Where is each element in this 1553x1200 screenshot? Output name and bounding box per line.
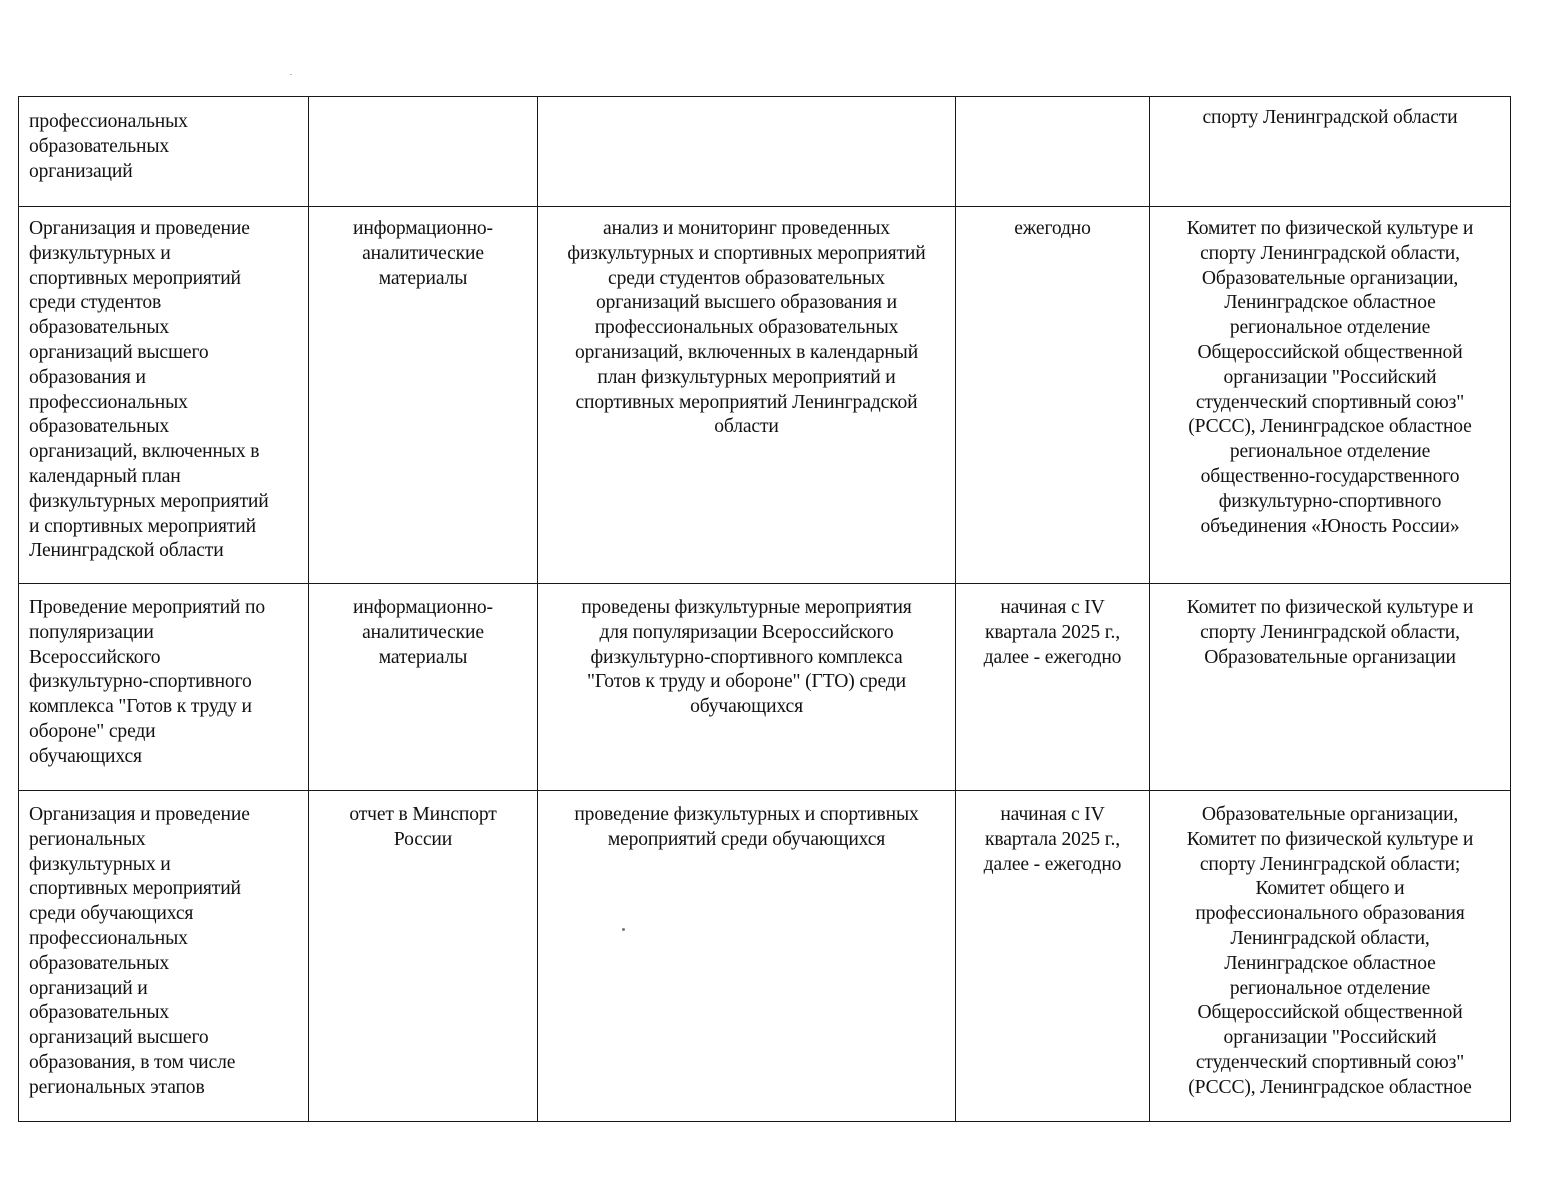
responsible-text: Образовательные организации, Комитет по физической культуре и спорту Ленинградской области; Комитет общего и профессионального образования Ленинградской области, Ленинградское областное региональное отделение Общероссийской общественной организации "Российский студенческий спортивный союз" (РССС), Ленинградское областное — [1186, 804, 1474, 1098]
deadline-cell — [956, 791, 1150, 1122]
measure-text: Организация и проведение региональных физкультурных и спортивных мероприятий среди обучающихся профессиональных образовательных организаций и образовательных организаций высшего образования, в том числе региональных этапов — [29, 804, 250, 1098]
responsible-cell — [1150, 97, 1511, 207]
result-type-cell — [309, 97, 538, 207]
measure-text: Организация и проведение физкультурных и спортивных мероприятий среди студентов образовательных организаций высшего образования и профессиональных образовательных организаций, включенных в календарный план физкультурных мероприятий и спортивных мероприятий Ленинградской области — [29, 218, 269, 562]
table-row — [19, 791, 1511, 1122]
measure-cell — [19, 97, 309, 207]
responsible-text: Комитет по физической культуре и спорту Ленинградской области, Образовательные организации, Ленинградское областное региональное отделение Общероссийской общественной организации "Российский студенческий спортивный союз" (РССС), Ленинградское областное региональное отделение общественно-государственного физкультурно-спортивного объединения «Юность России» — [1186, 218, 1474, 537]
result-type-cell — [309, 207, 538, 584]
deadline-text: ежегодно — [1014, 218, 1091, 239]
deadline-cell — [956, 207, 1150, 584]
measure-cell — [19, 791, 309, 1122]
indicator-cell — [538, 584, 956, 791]
scan-speck — [622, 928, 625, 931]
indicator-cell — [538, 207, 956, 584]
deadline-cell — [956, 97, 1150, 207]
plan-table — [18, 96, 1511, 1122]
measure-cell — [19, 207, 309, 584]
result-type-text: информационно- аналитические материалы — [353, 218, 493, 289]
responsible-cell — [1150, 791, 1511, 1122]
result-type-text: отчет в Минспорт России — [349, 804, 497, 850]
responsible-text: спорту Ленинградской области — [1202, 107, 1458, 128]
indicator-cell — [538, 97, 956, 207]
responsible-cell — [1150, 207, 1511, 584]
indicator-cell — [538, 791, 956, 1122]
deadline-text: начиная с IV квартала 2025 г., далее - ежегодно — [983, 804, 1122, 875]
result-type-cell — [309, 791, 538, 1122]
table-row — [19, 584, 1511, 791]
responsible-cell — [1150, 584, 1511, 791]
measure-text: профессиональных образовательных организаций — [29, 111, 188, 182]
indicator-text: проведены физкультурные мероприятия для популяризации Всероссийского физкультурно-спортивного комплекса "Готов к труду и обороне" (ГТО) среди обучающихся — [581, 597, 912, 718]
table-row — [19, 207, 1511, 584]
measure-text: Проведение мероприятий по популяризации Всероссийского физкультурно-спортивного комплекса "Готов к труду и обороне" среди обучающихся — [29, 597, 265, 767]
deadline-cell — [956, 584, 1150, 791]
scan-mark — [290, 74, 292, 75]
indicator-text: проведение физкультурных и спортивных мероприятий среди обучающихся — [574, 804, 919, 850]
responsible-text: Комитет по физической культуре и спорту Ленинградской области, Образовательные организации — [1186, 597, 1474, 668]
table-row — [19, 97, 1511, 207]
result-type-cell — [309, 584, 538, 791]
measure-cell — [19, 584, 309, 791]
indicator-text: анализ и мониторинг проведенных физкультурных и спортивных мероприятий среди студентов образовательных организаций высшего образования и профессиональных образовательных организаций, включенных в календарный план физкультурных мероприятий и спортивных мероприятий Ленинградской области — [567, 218, 926, 438]
result-type-text: информационно- аналитические материалы — [353, 597, 493, 668]
deadline-text: начиная с IV квартала 2025 г., далее - ежегодно — [983, 597, 1122, 668]
